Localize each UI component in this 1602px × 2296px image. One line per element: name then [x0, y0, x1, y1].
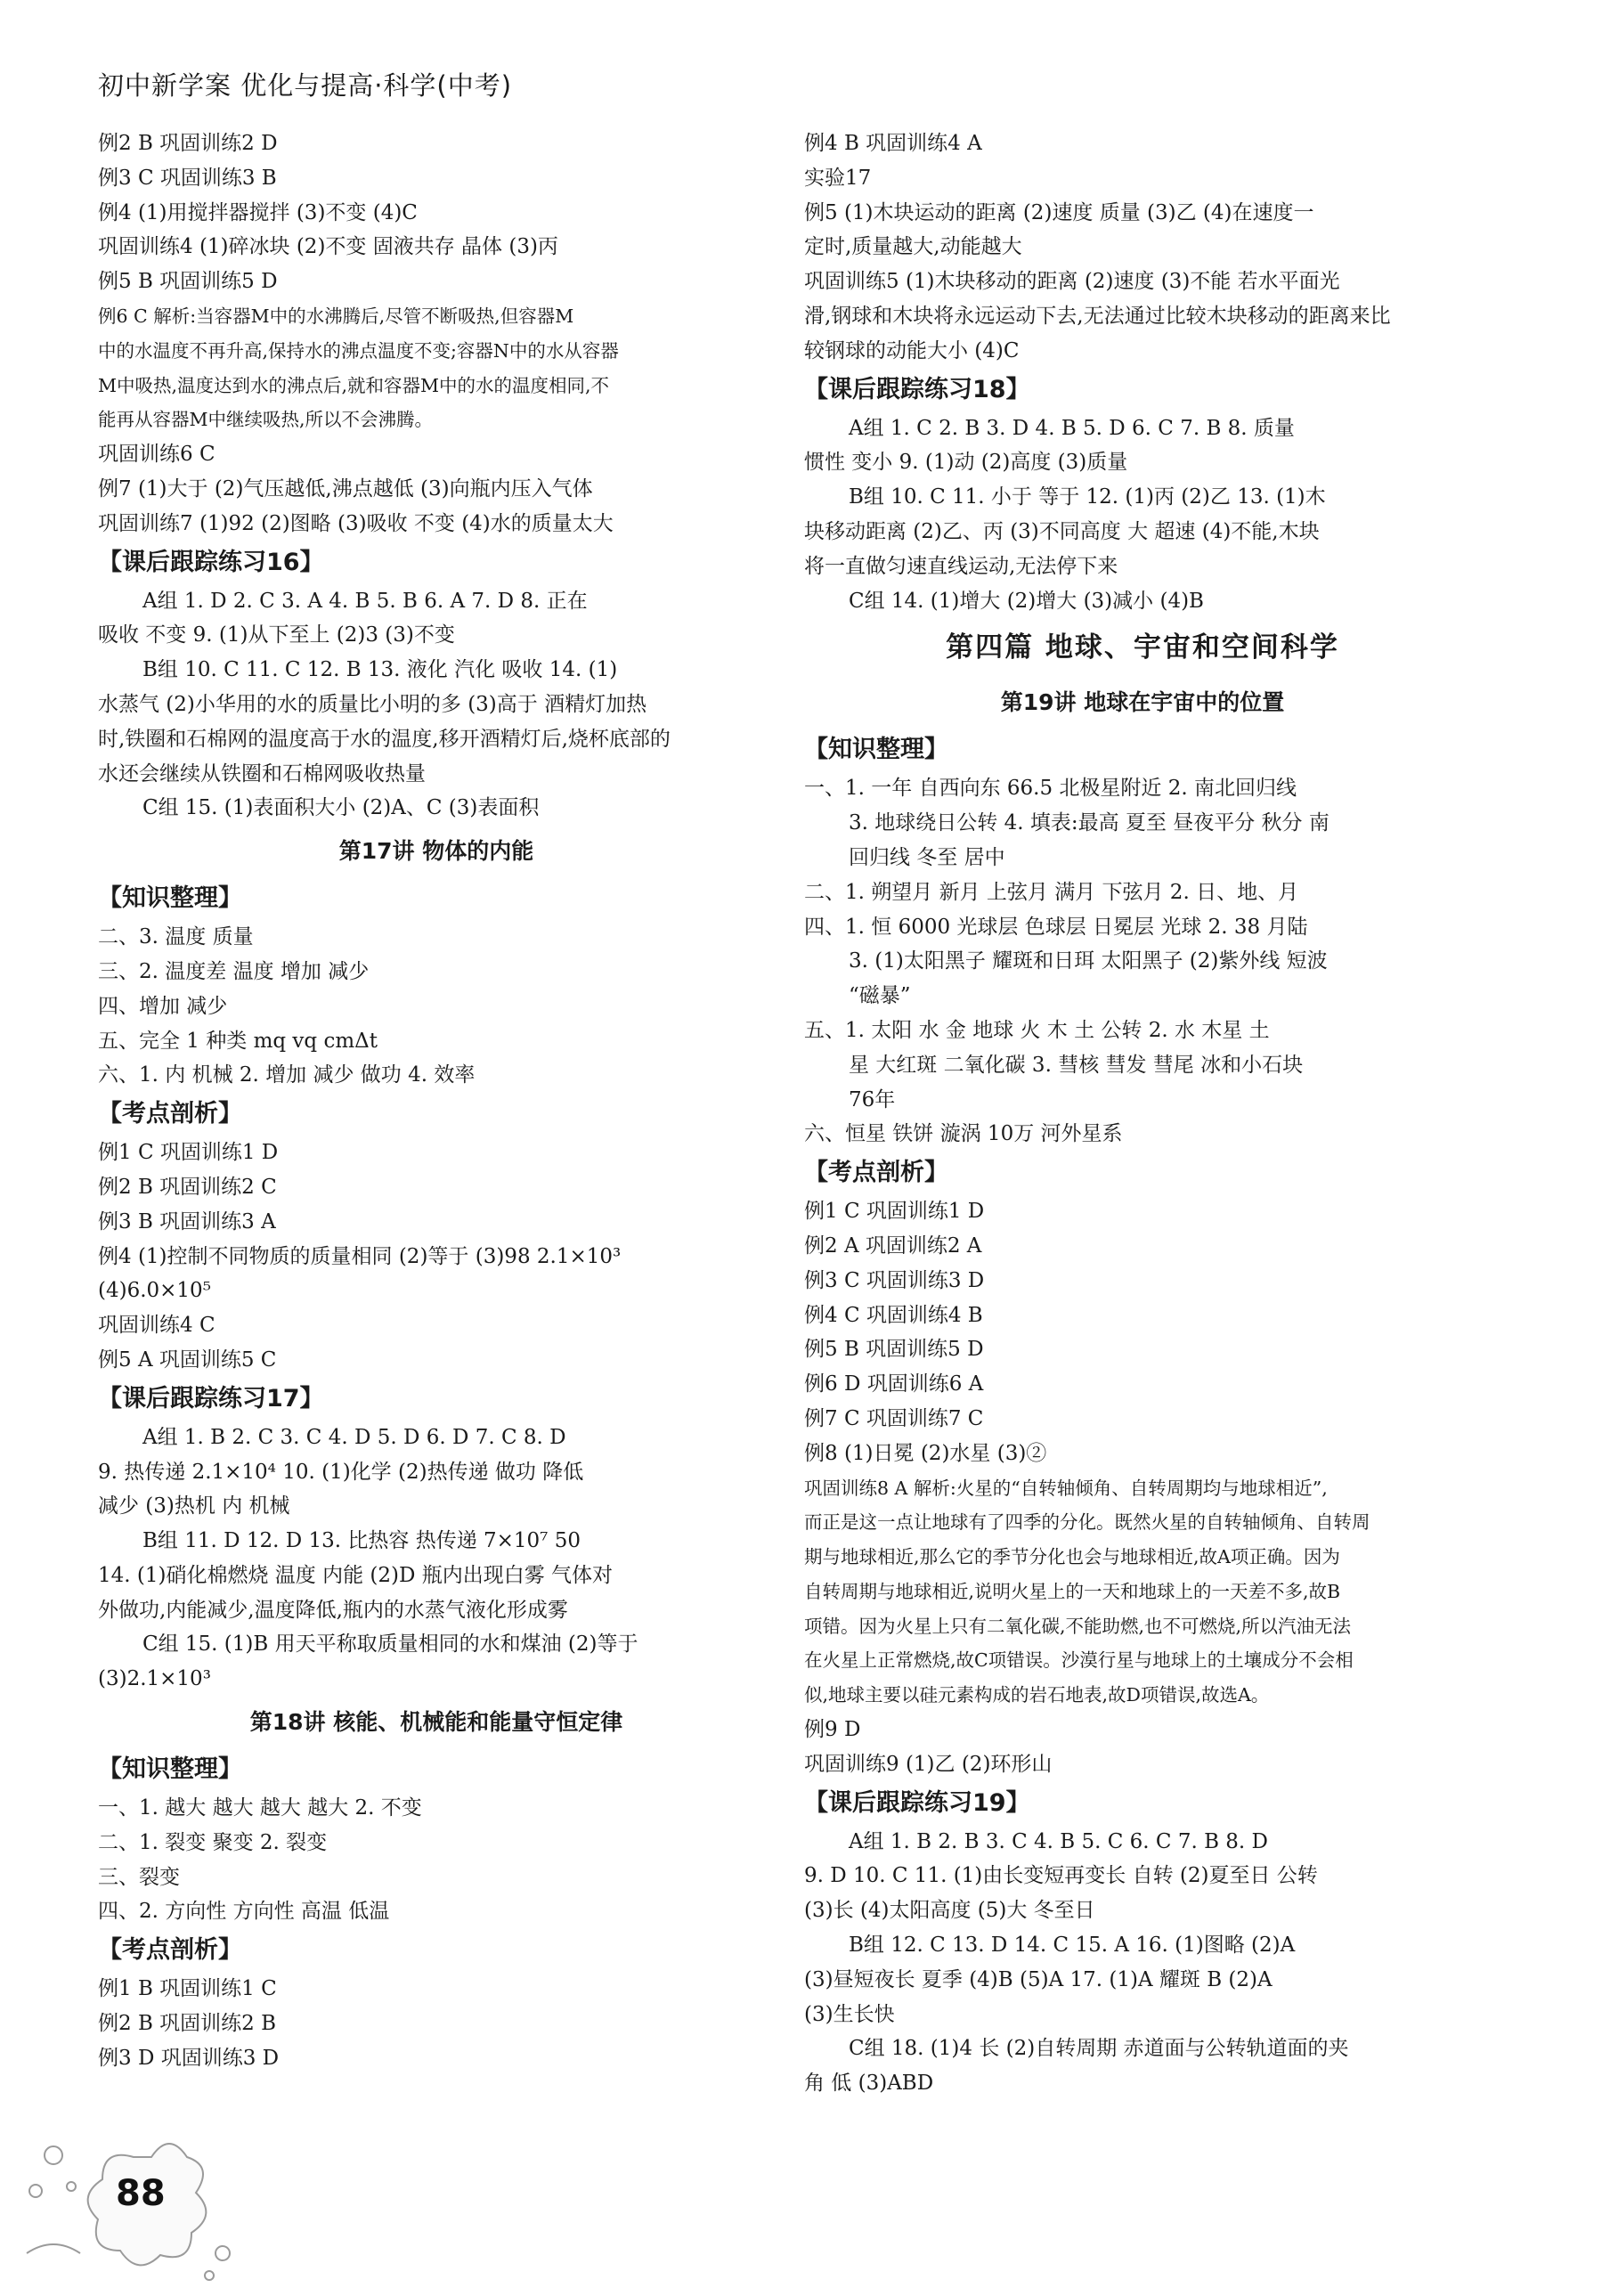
text-line: (3)2.1×10³ [98, 1667, 211, 1691]
text-line: 五、1. 太阳 水 金 地球 火 木 土 公转 2. 水 木星 土 [804, 1018, 1270, 1042]
text-line: 巩固训练4 (1)碎冰块 (2)不变 固液共存 晶体 (3)丙 [98, 235, 558, 259]
text-line: C组 14. (1)增大 (2)增大 (3)减小 (4)B [849, 589, 1204, 613]
text-line: (3)生长快 [804, 2002, 895, 2026]
text-line: (3)昼短夜长 夏季 (4)B (5)A 17. (1)A 耀斑 B (2)A [804, 1967, 1273, 1991]
text-line: 六、1. 内 机械 2. 增加 减少 做功 4. 效率 [98, 1063, 476, 1087]
text-line: C组 15. (1)B 用天平称取质量相同的水和煤油 (2)等于 [142, 1632, 638, 1657]
section-heading: 【考点剖析】 [804, 1159, 948, 1187]
text-line: 二、1. 裂变 聚变 2. 裂变 [98, 1830, 328, 1854]
text-line: 例4 B 巩固训练4 A [804, 132, 982, 155]
text-line: 例7 C 巩固训练7 C [804, 1406, 984, 1430]
text-line: 14. (1)硝化棉燃烧 温度 内能 (2)D 瓶内出现白雾 气体对 [98, 1563, 614, 1587]
text-line: 巩固训练4 C [98, 1314, 215, 1338]
text-line: 吸收 不变 9. (1)从下至上 (2)3 (3)不变 [98, 623, 455, 647]
text-line: 块移动距离 (2)乙、丙 (3)不同高度 大 超速 (4)不能,木块 [804, 519, 1320, 543]
text-line: 9. 热传递 2.1×10⁴ 10. (1)化学 (2)热传递 做功 降低 [98, 1460, 584, 1484]
text-line: 四、1. 恒 6000 光球层 色球层 日冕层 光球 2. 38 月陆 [804, 915, 1308, 939]
lecture-title: 第19讲 地球在宇宙中的位置 [1000, 689, 1285, 716]
text-line: 例1 C 巩固训练1 D [804, 1200, 985, 1224]
lecture-title: 第18讲 核能、机械能和能量守恒定律 [249, 1709, 623, 1736]
section-heading: 【课后跟踪练习16】 [98, 548, 324, 576]
text-line: “磁暴” [849, 984, 911, 1008]
text-line: (4)6.0×10⁵ [98, 1279, 211, 1303]
running-header: 初中新学案 优化与提高·科学(中考) [98, 70, 513, 101]
section-heading: 【知识整理】 [804, 736, 948, 764]
text-line: 将一直做匀速直线运动,无法停下来 [804, 554, 1118, 578]
text-line: 一、1. 一年 自西向东 66.5 北极星附近 2. 南北回归线 [804, 777, 1297, 801]
text-line: 巩固训练5 (1)木块移动的距离 (2)速度 (3)不能 若水平面光 [804, 270, 1340, 294]
text-line: 巩固训练6 C [98, 443, 215, 467]
text-line: 水还会继续从铁圈和石棉网吸收热量 [98, 761, 426, 786]
text-line: 巩固训练8 A 解析:火星的“自转轴倾角、自转周期均与地球相近”, [804, 1477, 1328, 1499]
text-line: 中的水温度不再升高,保持水的沸点温度不变;容器N中的水从容器 [98, 339, 619, 362]
lecture-title: 第17讲 物体的内能 [338, 838, 534, 865]
text-line: 例2 B 巩固训练2 D [98, 132, 278, 155]
text-line: 例4 (1)用搅拌器搅拌 (3)不变 (4)C [98, 200, 418, 224]
text-line: 四、增加 减少 [98, 994, 228, 1018]
text-line: 三、2. 温度差 温度 增加 减少 [98, 959, 370, 983]
text-line: 例8 (1)日冕 (2)水星 (3)② [804, 1441, 1047, 1465]
text-line: B组 10. C 11. C 12. B 13. 液化 汽化 吸收 14. (1) [142, 658, 618, 682]
left-column [98, 126, 775, 2076]
text-line: 例5 (1)木块运动的距离 (2)速度 质量 (3)乙 (4)在速度一 [804, 200, 1314, 224]
text-line: 四、2. 方向性 方向性 高温 低温 [98, 1900, 390, 1924]
section-heading: 【知识整理】 [98, 1755, 242, 1784]
text-line: 例3 C 巩固训练3 B [98, 166, 277, 190]
text-line: 二、3. 温度 质量 [98, 925, 254, 949]
text-line: A组 1. B 2. B 3. C 4. B 5. C 6. C 7. B 8. D [849, 1829, 1268, 1853]
text-line: 外做功,内能减少,温度降低,瓶内的水蒸气液化形成雾 [98, 1598, 568, 1622]
text-line: 滑,钢球和木块将永远运动下去,无法通过比较木块移动的距离来比 [804, 304, 1391, 328]
text-line: 五、完全 1 种类 mq vq cmΔt [98, 1029, 378, 1053]
text-line: 3. (1)太阳黑子 耀斑和日珥 太阳黑子 (2)紫外线 短波 [849, 949, 1328, 973]
part-title: 第四篇 地球、宇宙和空间科学 [946, 631, 1339, 664]
text-line: 定时,质量越大,动能越大 [804, 235, 1022, 259]
right-column [804, 126, 1481, 2101]
text-line: 例6 C 解析:当容器M中的水沸腾后,尽管不断吸热,但容器M [98, 305, 574, 327]
text-line: 例2 A 巩固训练2 A [804, 1233, 982, 1258]
section-heading: 【考点剖析】 [98, 1936, 242, 1965]
text-line: A组 1. D 2. C 3. A 4. B 5. B 6. A 7. D 8. 正在 [142, 589, 588, 613]
text-line: 例4 (1)控制不同物质的质量相同 (2)等于 (3)98 2.1×10³ [98, 1244, 622, 1268]
text-line: B组 10. C 11. 小于 等于 12. (1)丙 (2)乙 13. (1)木 [849, 485, 1326, 509]
text-line: C组 15. (1)表面积大小 (2)A、C (3)表面积 [142, 796, 540, 820]
text-line: 例2 B 巩固训练2 B [98, 2012, 277, 2036]
text-line: 惯性 变小 9. (1)动 (2)高度 (3)质量 [804, 451, 1128, 475]
text-line: 9. D 10. C 11. (1)由长变短再变长 自转 (2)夏至日 公转 [804, 1864, 1318, 1888]
page-number: 88 [116, 2173, 166, 2214]
text-line: 角 低 (3)ABD [804, 2072, 934, 2096]
text-line: 例3 C 巩固训练3 D [804, 1268, 985, 1292]
text-line: 例5 B 巩固训练5 D [804, 1338, 984, 1362]
text-line: 例1 C 巩固训练1 D [98, 1141, 279, 1165]
text-line: 星 大红斑 二氧化碳 3. 彗核 彗发 彗尾 冰和小石块 [849, 1053, 1304, 1077]
section-heading: 【考点剖析】 [98, 1100, 242, 1128]
section-heading: 【课后跟踪练习17】 [98, 1384, 324, 1413]
text-line: 时,铁圈和石棉网的温度高于水的温度,移开酒精灯后,烧杯底部的 [98, 727, 671, 751]
text-line: 巩固训练7 (1)92 (2)图略 (3)吸收 不变 (4)水的质量太大 [98, 511, 614, 535]
text-line: 例2 B 巩固训练2 C [98, 1175, 277, 1199]
text-line: (3)长 (4)太阳高度 (5)大 冬至日 [804, 1899, 1095, 1923]
section-heading: 【课后跟踪练习18】 [804, 375, 1030, 403]
text-line: 例9 D [804, 1718, 861, 1742]
text-line: 3. 地球绕日公转 4. 填表:最高 夏至 昼夜平分 秋分 南 [849, 811, 1330, 835]
text-line: 例1 B 巩固训练1 C [98, 1977, 277, 2001]
text-line: 例5 A 巩固训练5 C [98, 1347, 277, 1372]
text-line: 例3 B 巩固训练3 A [98, 1209, 276, 1233]
text-line: 而正是这一点让地球有了四季的分化。既然火星的自转轴倾角、自转周 [804, 1511, 1370, 1534]
text-line: 减少 (3)热机 内 机械 [98, 1494, 290, 1518]
text-line: 例6 D 巩固训练6 A [804, 1372, 984, 1396]
text-line: A组 1. C 2. B 3. D 4. B 5. D 6. C 7. B 8. 质量 [849, 416, 1295, 440]
text-line: 实验17 [804, 166, 872, 190]
text-line: 六、恒星 铁饼 漩涡 10万 河外星系 [804, 1122, 1123, 1146]
text-line: 水蒸气 (2)小华用的水的质量比小明的多 (3)高于 酒精灯加热 [98, 692, 647, 716]
section-heading: 【知识整理】 [98, 884, 242, 913]
text-line: 例3 D 巩固训练3 D [98, 2046, 280, 2070]
text-line: 似,地球主要以硅元素构成的岩石地表,故D项错误,故选A。 [804, 1684, 1270, 1706]
text-line: 二、1. 朔望月 新月 上弦月 满月 下弦月 2. 日、地、月 [804, 880, 1299, 904]
text-line: 项错。因为火星上只有二氧化碳,不能助燃,也不可燃烧,所以汽油无法 [804, 1615, 1352, 1637]
section-heading: 【课后跟踪练习19】 [804, 1788, 1030, 1817]
text-line: 例5 B 巩固训练5 D [98, 270, 278, 294]
text-line: 能再从容器M中继续吸热,所以不会沸腾。 [98, 409, 434, 431]
text-line: 例4 C 巩固训练4 B [804, 1303, 983, 1327]
text-line: 自转周期与地球相近,说明火星上的一天和地球上的一天差不多,故B [804, 1580, 1341, 1602]
text-line: 巩固训练9 (1)乙 (2)环形山 [804, 1752, 1053, 1776]
text-line: C组 18. (1)4 长 (2)自转周期 赤道面与公转轨道面的夹 [849, 2037, 1349, 2061]
text-line: 三、裂变 [98, 1865, 180, 1889]
text-line: 期与地球相近,那么它的季节分化也会与地球相近,故A项正确。因为 [804, 1546, 1340, 1568]
text-line: 例7 (1)大于 (2)气压越低,沸点越低 (3)向瓶内压入气体 [98, 476, 593, 501]
text-line: 较钢球的动能大小 (4)C [804, 338, 1020, 362]
text-line: 回归线 冬至 居中 [849, 845, 1005, 869]
text-line: B组 11. D 12. D 13. 比热容 热传递 7×10⁷ 50 [142, 1529, 581, 1553]
text-line: B组 12. C 13. D 14. C 15. A 16. (1)图略 (2)A [849, 1934, 1296, 1958]
text-line: 一、1. 越大 越大 越大 越大 2. 不变 [98, 1796, 422, 1820]
text-line: 76年 [849, 1087, 896, 1111]
text-line: M中吸热,温度达到水的沸点后,就和容器M中的水的温度相同,不 [98, 374, 610, 396]
text-line: 在火星上正常燃烧,故C项错误。沙漠行星与地球上的土壤成分不会相 [804, 1649, 1354, 1672]
text-line: A组 1. B 2. C 3. C 4. D 5. D 6. D 7. C 8. D [142, 1425, 566, 1449]
